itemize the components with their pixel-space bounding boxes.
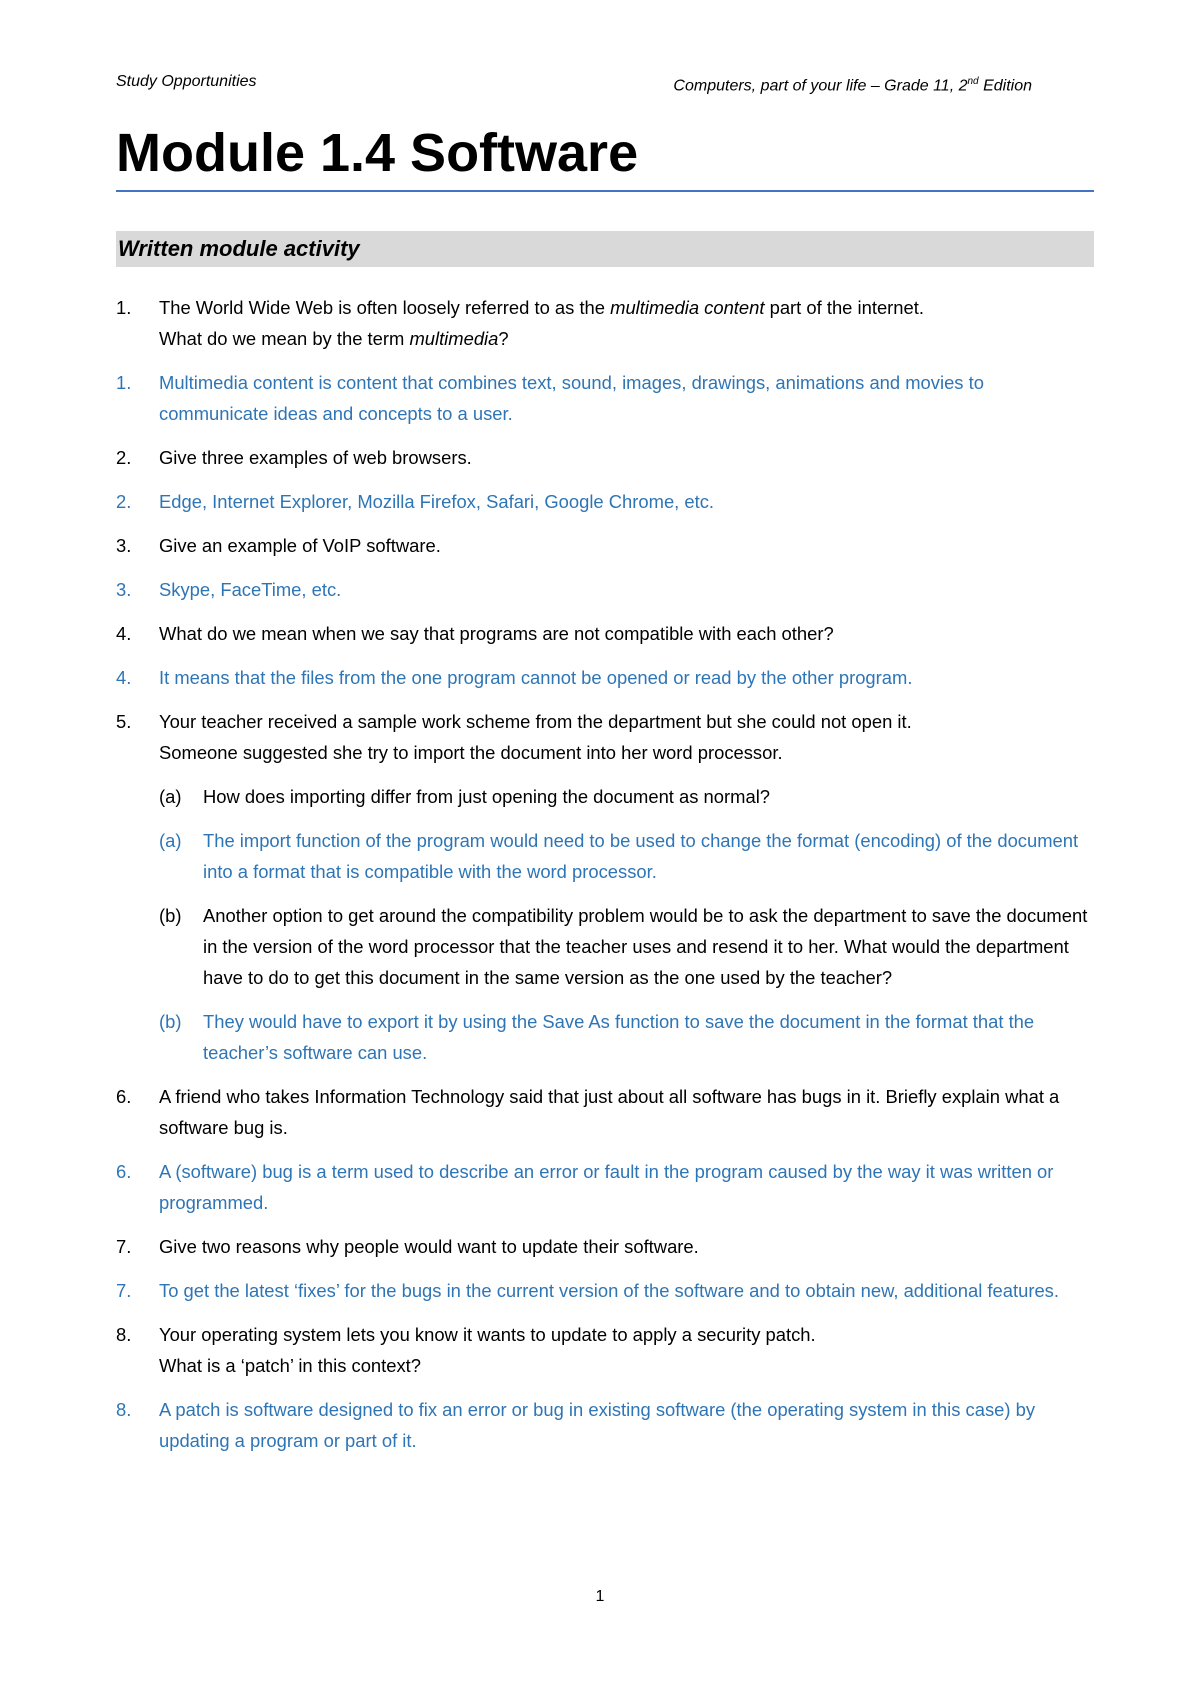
question-text: Give an example of VoIP software.: [159, 535, 441, 556]
answer-text: Skype, FaceTime, etc.: [159, 579, 342, 600]
answer-number: 3.: [116, 579, 132, 600]
question-number: 3.: [116, 535, 132, 556]
section-heading-bar: [116, 231, 1094, 267]
question-2: [116, 442, 1096, 473]
question-text: Give two reasons why people would want to update their software.: [159, 1236, 699, 1257]
header-left: Study Opportunities: [116, 73, 257, 90]
question-text-line2: What is a ‘patch’ in this context?: [159, 1355, 422, 1376]
answer-4: [116, 662, 1096, 693]
answer-6: [116, 1156, 1096, 1218]
question-text-part: The World Wide Web is often loosely referred to as the: [159, 297, 611, 318]
question-text-line2: Someone suggested she try to import the document into her word processor.: [159, 742, 783, 763]
title-rule: [116, 190, 1094, 192]
question-number: 2.: [116, 447, 132, 468]
subanswer-text: They would have to export it by using the Save As function to save the document in the format that the teacher’s software can use.: [203, 1011, 1035, 1063]
question-text-part: What do we mean by the term: [159, 328, 410, 349]
answer-text: A patch is software designed to fix an error or bug in existing software (the operating system in this case) by updating a program or part of it.: [159, 1399, 1036, 1451]
answer-text: It means that the files from the one program cannot be opened or read by the other program.: [159, 667, 913, 688]
question-number: 1.: [116, 297, 132, 318]
answer-2: [116, 486, 1096, 517]
question-1: [116, 292, 1096, 354]
question-text: What do we mean when we say that programs are not compatible with each other?: [159, 623, 834, 644]
subanswer-letter: (a): [159, 830, 182, 851]
question-list: [116, 292, 1096, 1469]
question-text-line2: [159, 323, 1096, 354]
question-number: 7.: [116, 1236, 132, 1257]
question-8: [116, 1319, 1096, 1381]
question-7: [116, 1231, 1096, 1262]
question-text: [159, 292, 1096, 323]
subquestion-text: Another option to get around the compatibility problem would be to ask the department to save the document in the version of the word processor that the teacher uses and resend it to her. What would the department have to do to get this document in the same version as the one used by the teacher?: [203, 905, 1088, 988]
answer-text: A (software) bug is a term used to describe an error or fault in the program caused by the way it was written or programmed.: [159, 1161, 1054, 1213]
subquestion-text: How does importing differ from just opening the document as normal?: [203, 786, 771, 807]
question-text-emphasis: multimedia content: [610, 297, 765, 318]
header-right-sup: nd: [967, 76, 979, 87]
question-3: [116, 530, 1096, 561]
subanswer-letter: (b): [159, 1011, 182, 1032]
answer-1: [116, 367, 1096, 429]
question-text-part: part of the internet.: [764, 297, 924, 318]
question-5: [116, 706, 1096, 768]
answer-8: [116, 1394, 1096, 1456]
question-text: Give three examples of web browsers.: [159, 447, 472, 468]
answer-text: Multimedia content is content that combines text, sound, images, drawings, animations and movies to communicate ideas and concepts to a user.: [159, 372, 984, 424]
question-5b: [116, 900, 1096, 993]
question-number: 8.: [116, 1324, 132, 1345]
answer-5a: [116, 825, 1096, 887]
header-right-main: Computers, part of your life – Grade 11, 2: [673, 77, 968, 95]
answer-text: Edge, Internet Explorer, Mozilla Firefox, Safari, Google Chrome, etc.: [159, 491, 715, 512]
question-text: A friend who takes Information Technology said that just about all software has bugs in it. Briefly explain what a software bug is.: [159, 1086, 1060, 1138]
question-number: 6.: [116, 1086, 132, 1107]
answer-number: 8.: [116, 1399, 132, 1420]
question-number: 5.: [116, 711, 132, 732]
page-title: Module 1.4 Software: [116, 123, 639, 183]
answer-5b: [116, 1006, 1096, 1068]
subquestion-letter: (a): [159, 786, 182, 807]
answer-number: 6.: [116, 1161, 132, 1182]
answer-number: 1.: [116, 372, 132, 393]
question-text: Your operating system lets you know it wants to update to apply a security patch.: [159, 1324, 816, 1345]
answer-number: 4.: [116, 667, 132, 688]
section-title: Written module activity: [118, 236, 360, 261]
header-right: [673, 72, 1032, 96]
answer-7: [116, 1275, 1096, 1306]
subanswer-text: The import function of the program would need to be used to change the format (encoding) of the document into a format that is compatible with the word processor.: [203, 830, 1079, 882]
question-text: Your teacher received a sample work scheme from the department but she could not open it.: [159, 711, 912, 732]
question-text-emphasis: multimedia: [409, 328, 499, 349]
answer-number: 7.: [116, 1280, 132, 1301]
answer-number: 2.: [116, 491, 132, 512]
question-number: 4.: [116, 623, 132, 644]
question-text-part: ?: [498, 328, 509, 349]
header-right-end: Edition: [978, 77, 1032, 95]
page-number: 1: [595, 1588, 605, 1605]
question-4: [116, 618, 1096, 649]
answer-text: To get the latest ‘fixes’ for the bugs in the current version of the software and to obtain new, additional features.: [159, 1280, 1059, 1301]
subquestion-letter: (b): [159, 905, 182, 926]
answer-3: [116, 574, 1096, 605]
question-6: [116, 1081, 1096, 1143]
question-5a: [116, 781, 1096, 812]
